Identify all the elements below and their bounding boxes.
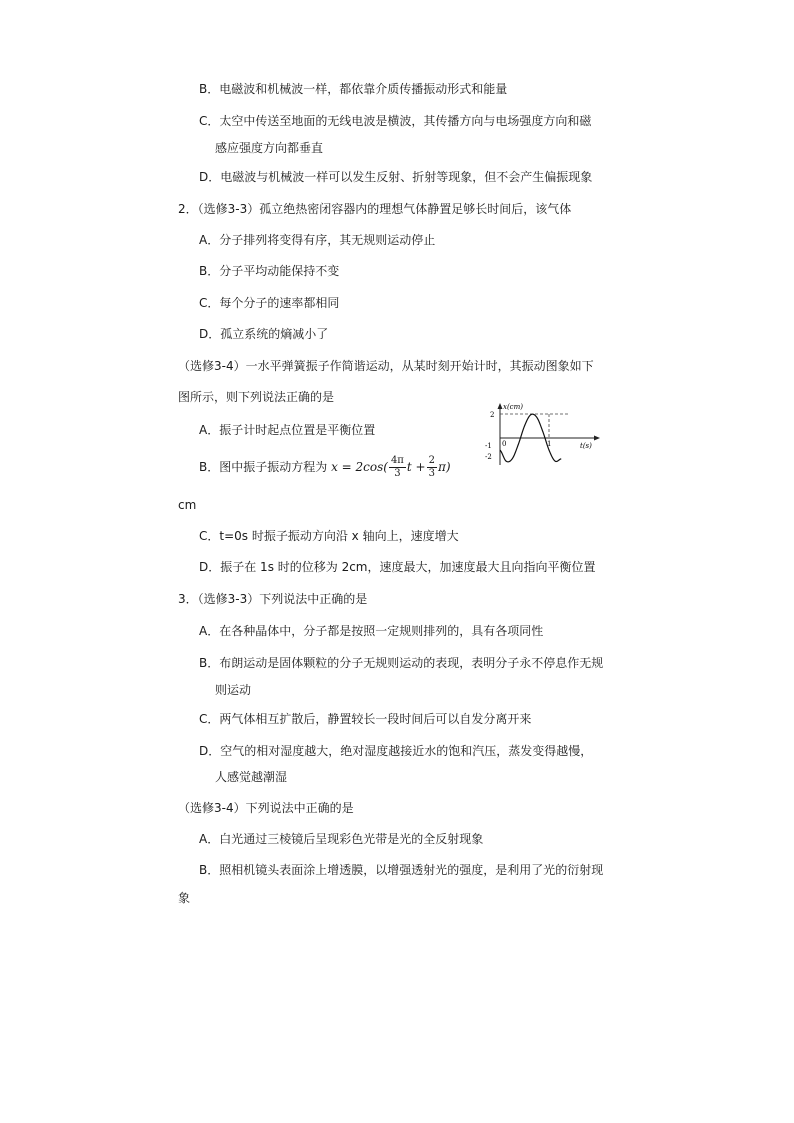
fraction-1 bbox=[389, 455, 406, 480]
question-3b: （选修3-4）下列说法中正确的是 bbox=[178, 801, 354, 815]
option-3c: C．两气体相互扩散后，静置较长一段时间后可以自发分离开来 bbox=[199, 712, 532, 726]
fraction-2-den: 3 bbox=[428, 468, 435, 479]
option-2d: D．孤立系统的熵减小了 bbox=[199, 327, 329, 341]
tick-label-y-m2: -2 bbox=[485, 453, 492, 461]
question-2b-cont: 图所示，则下列说法正确的是 bbox=[178, 390, 335, 404]
question-2b: （选修3-4）一水平弹簧振子作简谐运动，从某时刻开始计时，其振动图象如下 bbox=[178, 359, 594, 373]
fraction-1-num: 4π bbox=[390, 455, 404, 466]
fraction-2 bbox=[427, 455, 437, 480]
tick-label-origin: 0 bbox=[502, 440, 507, 448]
option-2a: A．分子排列将变得有序，其无规则运动停止 bbox=[199, 233, 436, 247]
oscillation-graph bbox=[476, 400, 606, 470]
unit-cm: cm bbox=[178, 498, 197, 512]
option-1d: D．电磁波与机械波一样可以发生反射、折射等现象，但不会产生偏振现象 bbox=[199, 170, 593, 184]
option-3b: B．布朗运动是固体颗粒的分子无规则运动的表现，表明分子永不停息作无规 bbox=[199, 656, 604, 670]
y-axis-label: x(cm) bbox=[503, 403, 523, 411]
option-2b-d: D．振子在 1s 时的位移为 2cm，速度最大，加速度最大且向指向平衡位置 bbox=[199, 560, 596, 574]
formula-mid: t + bbox=[406, 460, 426, 474]
tick-label-x-1: 1 bbox=[547, 440, 552, 448]
option-3d-cont: 人感觉越潮湿 bbox=[215, 770, 288, 784]
fraction-2-num: 2 bbox=[428, 455, 435, 466]
option-3b-a: A．白光通过三棱镜后呈现彩色光带是光的全反射现象 bbox=[199, 832, 484, 846]
formula bbox=[331, 455, 451, 479]
question-2: 2．（选修3-3）孤立绝热密闭容器内的理想气体静置足够长时间后，该气体 bbox=[178, 202, 572, 216]
option-1c-cont: 感应强度方向都垂直 bbox=[215, 141, 324, 155]
option-2c: C．每个分子的速率都相同 bbox=[199, 296, 340, 310]
option-2b-b-text: B．图中振子振动方程为 bbox=[199, 460, 328, 474]
option-3b-cont: 则运动 bbox=[215, 683, 252, 697]
formula-lhs: x = 2cos( bbox=[331, 460, 388, 474]
question-3: 3．（选修3-3）下列说法中正确的是 bbox=[178, 592, 368, 606]
option-2b-c: C．t=0s 时振子振动方向沿 x 轴向上，速度增大 bbox=[199, 529, 459, 543]
x-axis-arrow bbox=[594, 436, 600, 441]
option-1c: C．太空中传送至地面的无线电波是横波，其传播方向与电场强度方向和磁 bbox=[199, 114, 592, 128]
option-2b-a: A．振子计时起点位置是平衡位置 bbox=[199, 423, 376, 437]
option-3b-b2: B．照相机镜头表面涂上增透膜，以增强透射光的强度，是利用了光的衍射现 bbox=[199, 863, 604, 877]
x-axis-label: t(s) bbox=[580, 442, 592, 450]
option-1b: B．电磁波和机械波一样，都依靠介质传播振动形式和能量 bbox=[199, 82, 508, 96]
option-3b-b2-cont: 象 bbox=[178, 891, 191, 905]
option-3d: D．空气的相对湿度越大，绝对湿度越接近水的饱和汽压，蒸发变得越慢， bbox=[199, 744, 593, 758]
tick-label-y-m1: -1 bbox=[485, 442, 492, 450]
option-2b: B．分子平均动能保持不变 bbox=[199, 264, 340, 278]
fraction-1-den: 3 bbox=[394, 468, 401, 479]
y-axis-arrow bbox=[498, 403, 503, 409]
option-2b-b bbox=[199, 452, 451, 482]
formula-end: π) bbox=[437, 460, 451, 474]
option-3a: A．在各种晶体中，分子都是按照一定规则排列的，具有各项同性 bbox=[199, 624, 544, 638]
tick-label-y-2: 2 bbox=[490, 411, 495, 419]
